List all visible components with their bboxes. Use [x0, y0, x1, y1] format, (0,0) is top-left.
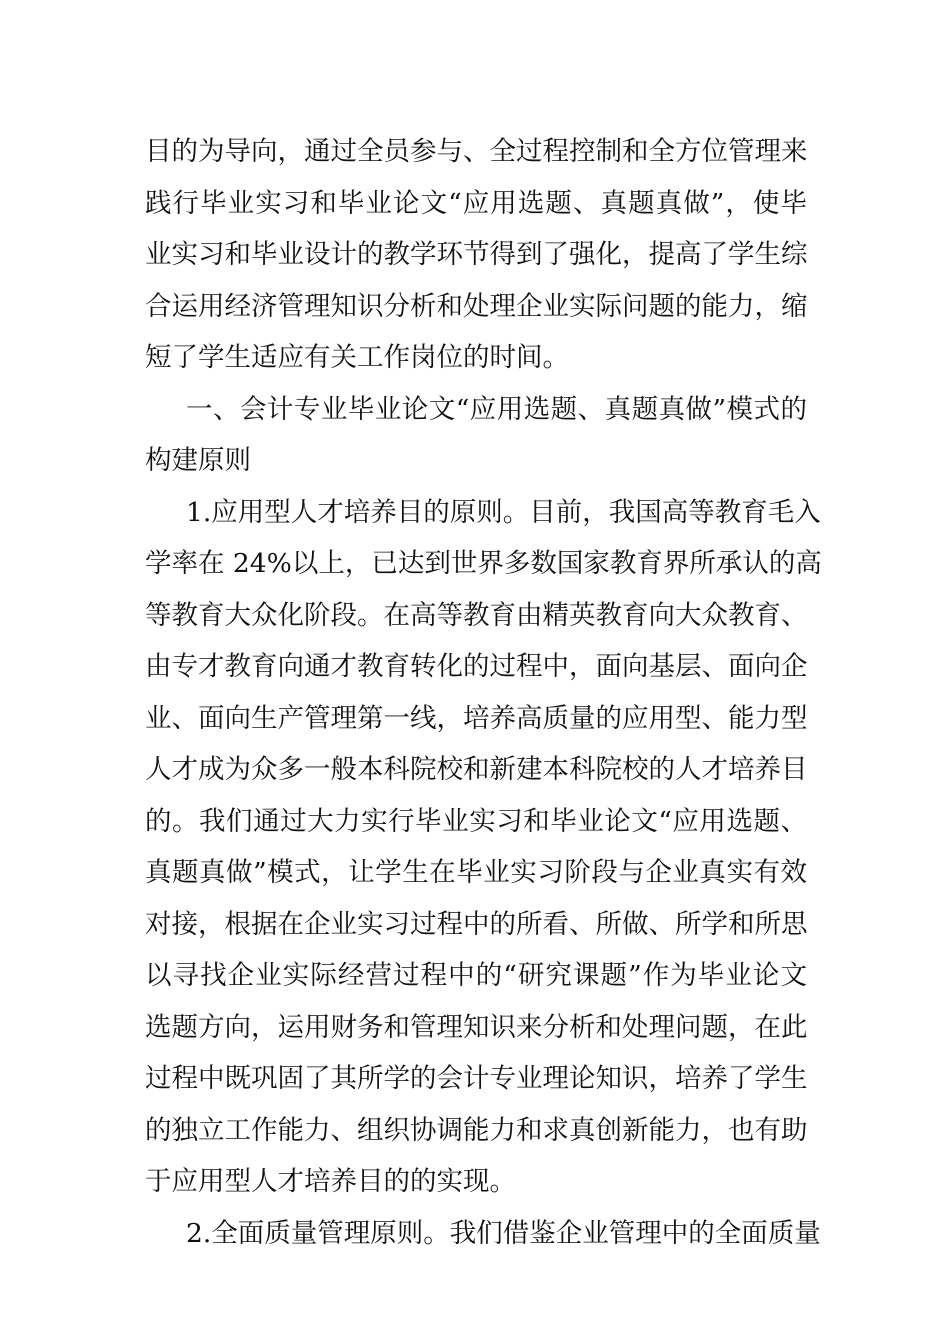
text-line: 人才成为众多一般本科院校和新建本科院校的人才培养目	[145, 754, 808, 785]
text-line: 对接，根据在企业实习过程中的所看、所做、所学和所思	[145, 908, 808, 940]
text-line: 业、面向生产管理第一线，培养高质量的应用型、能力型	[145, 702, 808, 734]
heading-line: 一、会计专业毕业论文“应用选题、真题真做”模式的	[186, 393, 807, 425]
text-line: 的独立工作能力、组织协调能力和求真创新能力，也有助	[145, 1114, 808, 1146]
text-line: 1.应用型人才培养目的原则。目前，我国高等教育毛入	[186, 496, 821, 528]
text-line: 真题真做”模式，让学生在毕业实习阶段与企业真实有效	[145, 857, 807, 888]
text-line: 学率在 24%以上，已达到世界多数国家教育界所承认的高	[145, 548, 822, 579]
text-line: 选题方向，运用财务和管理知识来分析和处理问题，在此	[145, 1011, 808, 1043]
text-line: 的。我们通过大力实行毕业实习和毕业论文“应用选题、	[145, 805, 807, 837]
paragraph-principle-2	[145, 1208, 821, 1260]
document-body	[145, 126, 822, 1259]
text-line: 2.全面质量管理原则。我们借鉴企业管理中的全面质量	[186, 1217, 821, 1249]
section-heading	[145, 384, 807, 487]
text-line: 目的为导向，通过全员参与、全过程控制和全方位管理来	[145, 136, 808, 167]
text-line: 过程中既巩固了其所学的会计专业理论知识，培养了学生	[145, 1063, 808, 1094]
text-line: 由专才教育向通才教育转化的过程中，面向基层、面向企	[145, 651, 808, 682]
text-line: 业实习和毕业设计的教学环节得到了强化，提高了学生综	[145, 239, 808, 270]
text-line: 以寻找企业实际经营过程中的“研究课题”作为毕业论文	[145, 960, 807, 991]
paragraph-principle-1	[145, 487, 822, 1208]
text-line: 合运用经济管理知识分析和处理企业实际问题的能力，缩	[145, 290, 808, 322]
heading-line: 构建原则	[145, 445, 251, 476]
text-line: 于应用型人才培养目的的实现。	[145, 1166, 516, 1197]
text-line: 等教育大众化阶段。在高等教育由精英教育向大众教育、	[145, 599, 808, 631]
text-line: 短了学生适应有关工作岗位的时间。	[145, 342, 569, 373]
text-line: 践行毕业实习和毕业论文“应用选题、真题真做”，使毕	[145, 187, 807, 219]
paragraph-intro	[145, 126, 807, 384]
